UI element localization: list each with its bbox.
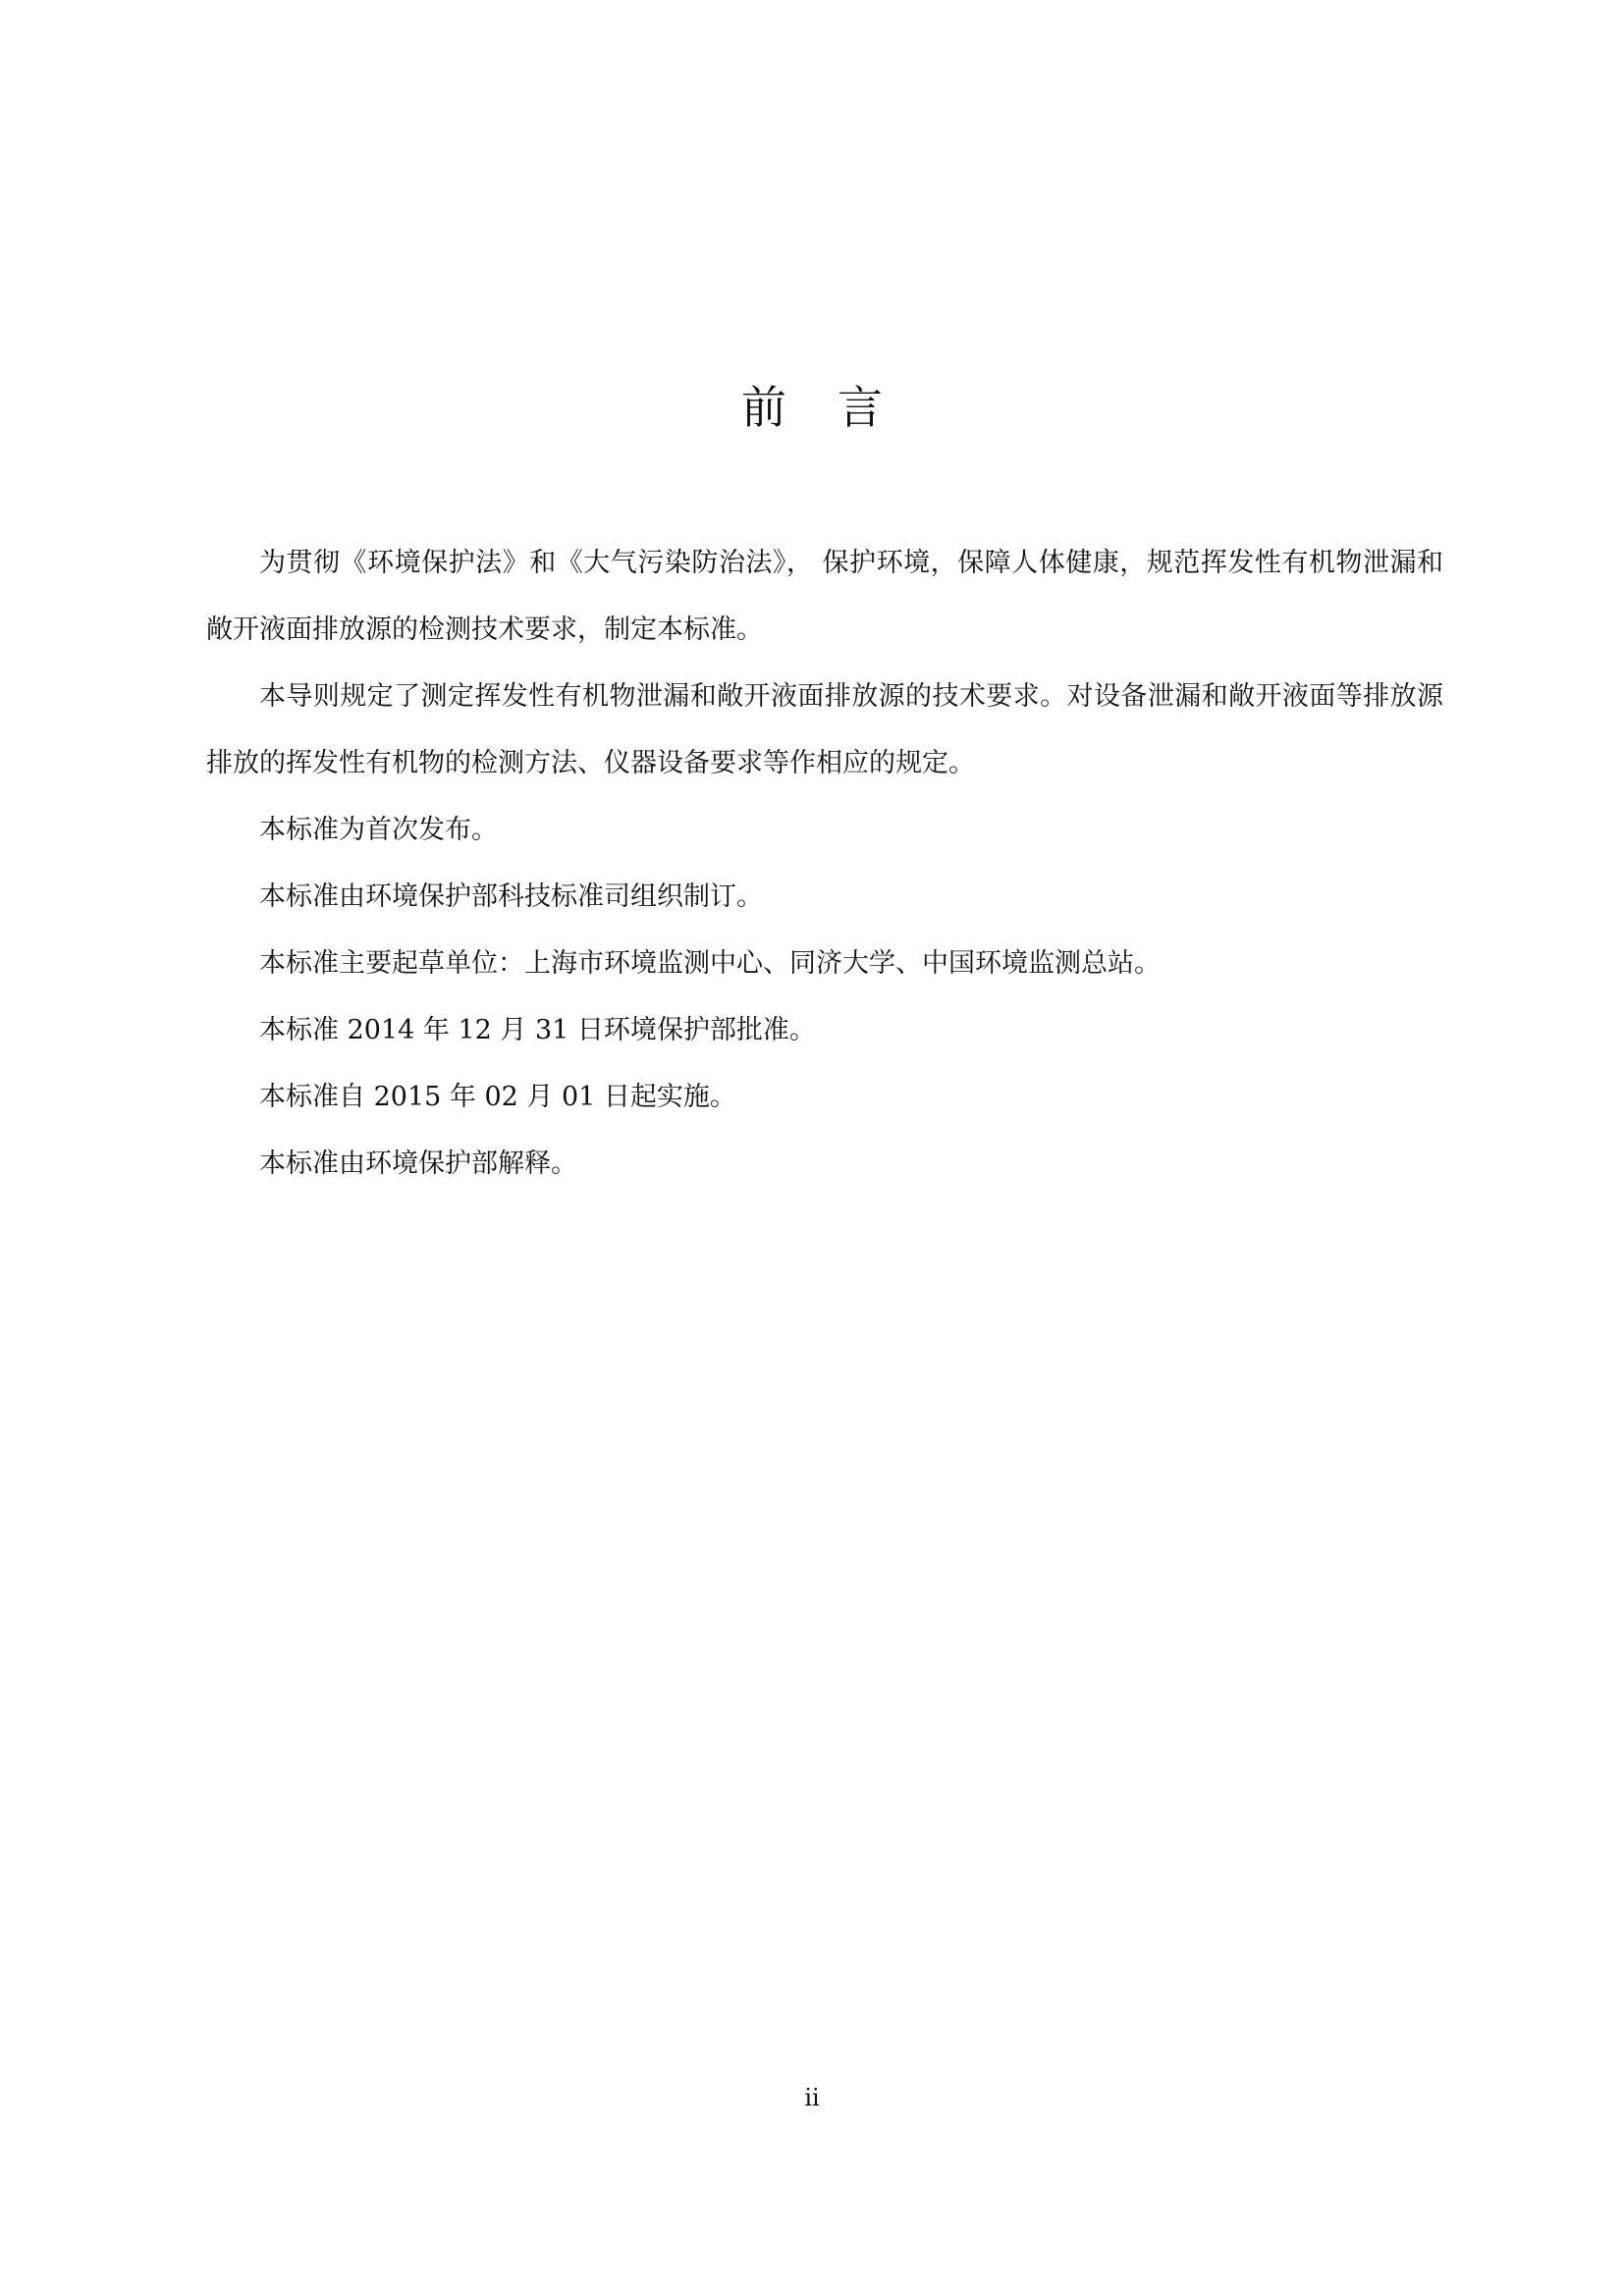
page-title: 前言 <box>741 381 934 434</box>
paragraph-interpretation: 本标准由环境保护部解释。 <box>259 1148 577 1179</box>
paragraph-scope: 本导则规定了测定挥发性有机物泄漏和敞开液面排放源的技术要求。对设备泄漏和敞开液面等排放源排放的挥发性有机物的检测方法、仪器设备要求等作相应的规定。 <box>206 681 1443 778</box>
foreword-body <box>206 530 1443 1198</box>
paragraph-first-release: 本标准为首次发布。 <box>259 815 498 845</box>
paragraph-effective-date: 本标准自 2015 年 02 月 01 日起实施。 <box>259 1082 736 1112</box>
paragraph-approval-date: 本标准 2014 年 12 月 31 日环境保护部批准。 <box>259 1015 816 1045</box>
paragraph-organizer: 本标准由环境保护部科技标准司组织制订。 <box>259 881 763 912</box>
paragraph-drafting-units: 本标准主要起草单位：上海市环境监测中心、同济大学、中国环境监测总站。 <box>259 948 1161 979</box>
paragraph-purpose: 为贯彻《环境保护法》和《大气污染防治法》， 保护环境，保障人体健康，规范挥发性有机物泄漏和敞开液面排放源的检测技术要求，制定本标准。 <box>206 548 1443 645</box>
page-number: ii <box>804 2084 820 2111</box>
